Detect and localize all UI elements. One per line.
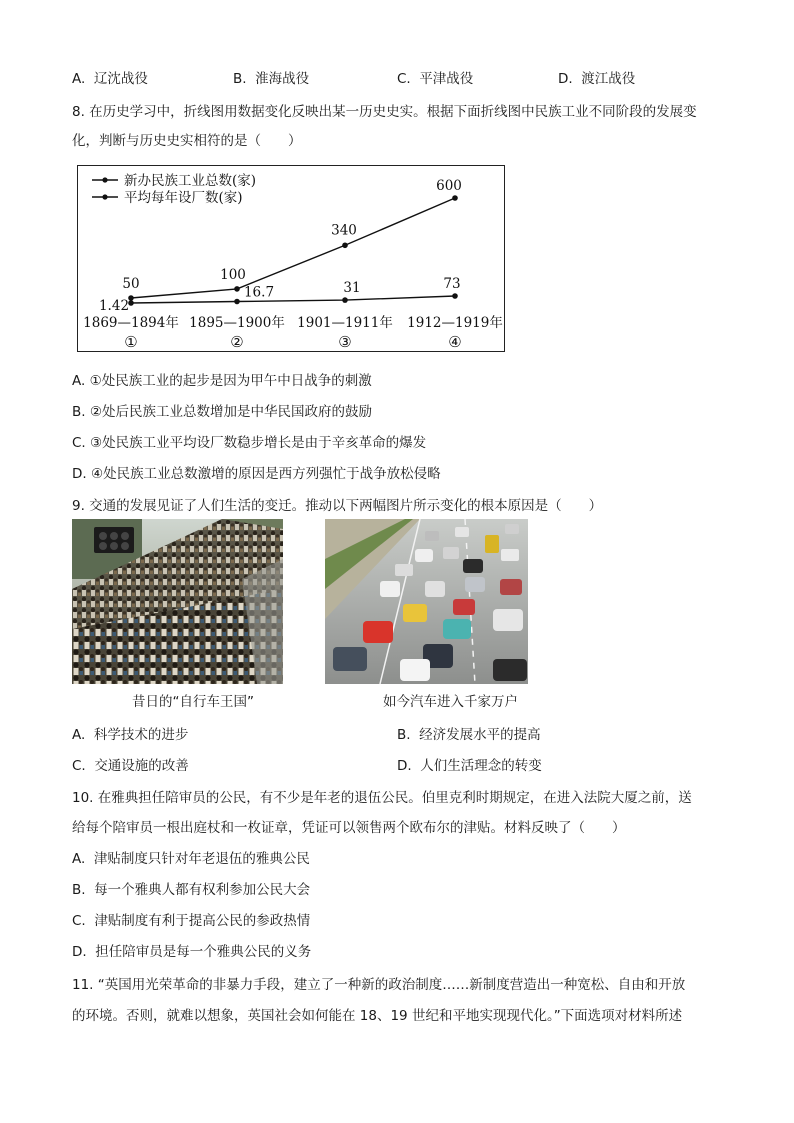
- option-text: ①处民族工业的起步是因为甲午中日战争的刺激: [89, 373, 372, 389]
- data-point: [234, 299, 240, 305]
- photo-caption-right: 如今汽车进入千家万户: [383, 694, 518, 710]
- line-chart-frame: [77, 165, 505, 352]
- q9-option-b: [397, 723, 541, 743]
- q9-option-c: [72, 754, 189, 774]
- q7-option-b: [233, 67, 309, 87]
- q10-option-a: [72, 847, 310, 867]
- q10-stem-line2: 给每个陪审员一根出庭杖和一枚证章，凭证可以领售两个欧布尔的津贴。材料反映了（ ）: [72, 820, 626, 836]
- legend-label-2: 平均每年设厂数(家): [124, 190, 243, 206]
- q7-option-c: [397, 67, 473, 87]
- q8-option-c: [72, 431, 426, 451]
- q10-option-c: [72, 909, 310, 929]
- q8-stem-line1: 8. 在历史学习中，折线图用数据变化反映出某一历史史实。根据下面折线图中民族工业不同阶段的发展变: [72, 104, 697, 120]
- q8-option-d: [72, 462, 441, 482]
- data-label: 100: [220, 266, 246, 283]
- option-text: 渡江战役: [581, 71, 636, 87]
- option-letter: B.: [397, 727, 411, 743]
- option-letter: A.: [72, 71, 86, 87]
- data-point: [342, 297, 348, 303]
- category-label: 1869—1894年: [83, 315, 179, 331]
- q7-option-d: [558, 67, 635, 87]
- option-letter: C.: [72, 758, 86, 774]
- option-letter: D.: [397, 758, 412, 774]
- data-label: 16.7: [243, 284, 275, 301]
- option-text: ②处后民族工业总数增加是中华民国政府的鼓励: [89, 404, 372, 420]
- q10-option-d: [72, 940, 311, 960]
- option-text: 淮海战役: [255, 71, 310, 87]
- option-text: 辽沈战役: [93, 71, 148, 87]
- q9-option-d: [397, 754, 542, 774]
- option-letter: B.: [72, 404, 86, 420]
- option-text: ④处民族工业总数激增的原因是西方列强忙于战争放松侵略: [90, 466, 441, 482]
- q10-stem-line1: 10. 在雅典担任陪审员的公民，有不少是年老的退伍公民。伯里克利时期规定，在进入法院大厦之前，送: [72, 790, 692, 806]
- category-label: 1895—1900年: [189, 315, 285, 331]
- option-letter: C.: [72, 913, 86, 929]
- series-line-1: [131, 198, 455, 298]
- q8-option-a: [72, 369, 372, 389]
- option-text: 津贴制度有利于提高公民的参政热情: [94, 913, 311, 929]
- q8-option-b: [72, 400, 372, 420]
- legend-label-1: 新办民族工业总数(家): [124, 173, 257, 189]
- q11-stem-line2: 的环境。否则，就难以想象，英国社会如何能在 18、19 世纪和平地实现现代化。”下面选项对材料所述: [72, 1008, 683, 1024]
- option-text: 经济发展水平的提高: [419, 727, 541, 743]
- data-point: [234, 286, 240, 292]
- q7-option-a: [72, 67, 148, 87]
- data-label: 31: [343, 280, 361, 297]
- category-marker: ②: [230, 333, 244, 351]
- option-text: ③处民族工业平均设厂数稳步增长是由于辛亥革命的爆发: [90, 435, 427, 451]
- data-point: [342, 242, 348, 248]
- data-point: [452, 195, 458, 201]
- category-label: 1912—1919年: [407, 315, 503, 331]
- option-letter: D.: [72, 944, 87, 960]
- option-text: 津贴制度只针对年老退伍的雅典公民: [93, 851, 310, 867]
- data-label: 340: [331, 222, 357, 239]
- option-text: 科学技术的进步: [93, 727, 189, 743]
- option-text: 担任陪审员是每一个雅典公民的义务: [95, 944, 312, 960]
- data-label: 600: [436, 178, 462, 194]
- series-line-2: [131, 296, 455, 303]
- legend-marker-1: [102, 177, 107, 182]
- category-label: 1901—1911年: [297, 315, 393, 331]
- q9-stem-line1: 9. 交通的发展见证了人们生活的变迁。推动以下两幅图片所示变化的根本原因是（ ）: [72, 498, 603, 514]
- option-letter: B.: [72, 882, 86, 898]
- option-text: 人们生活理念的转变: [420, 758, 542, 774]
- option-text: 每一个雅典人都有权利参加公民大会: [94, 882, 311, 898]
- bicycle-crowd-photo: [72, 519, 283, 684]
- q8-stem-line2: 化，判断与历史史实相符的是（ ）: [72, 133, 302, 149]
- option-letter: D.: [72, 466, 87, 482]
- data-point: [128, 295, 134, 301]
- option-letter: A.: [72, 373, 86, 389]
- traffic-jam-photo: [325, 519, 528, 684]
- q10-option-b: [72, 878, 310, 898]
- line-chart: [78, 166, 504, 351]
- legend-marker-2: [102, 194, 107, 199]
- data-label: 1.42: [98, 298, 130, 314]
- data-label: 50: [122, 276, 140, 292]
- option-letter: B.: [233, 71, 247, 87]
- data-point: [128, 300, 134, 306]
- data-label: 73: [443, 276, 461, 293]
- option-letter: D.: [558, 71, 573, 87]
- data-point: [452, 293, 458, 299]
- category-marker: ④: [448, 333, 462, 351]
- photo-caption-left: 昔日的“自行车王国”: [132, 694, 254, 710]
- option-letter: A.: [72, 727, 86, 743]
- q9-option-a: [72, 723, 188, 743]
- option-text: 平津战役: [419, 71, 474, 87]
- q11-stem-line1: 11. “英国用光荣革命的非暴力手段，建立了一种新的政治制度……新制度营造出一种宽松、自由和开放: [72, 977, 686, 993]
- option-letter: C.: [72, 435, 86, 451]
- category-marker: ③: [338, 333, 352, 351]
- option-letter: C.: [397, 71, 411, 87]
- option-text: 交通设施的改善: [94, 758, 189, 774]
- category-marker: ①: [124, 333, 138, 351]
- option-letter: A.: [72, 851, 86, 867]
